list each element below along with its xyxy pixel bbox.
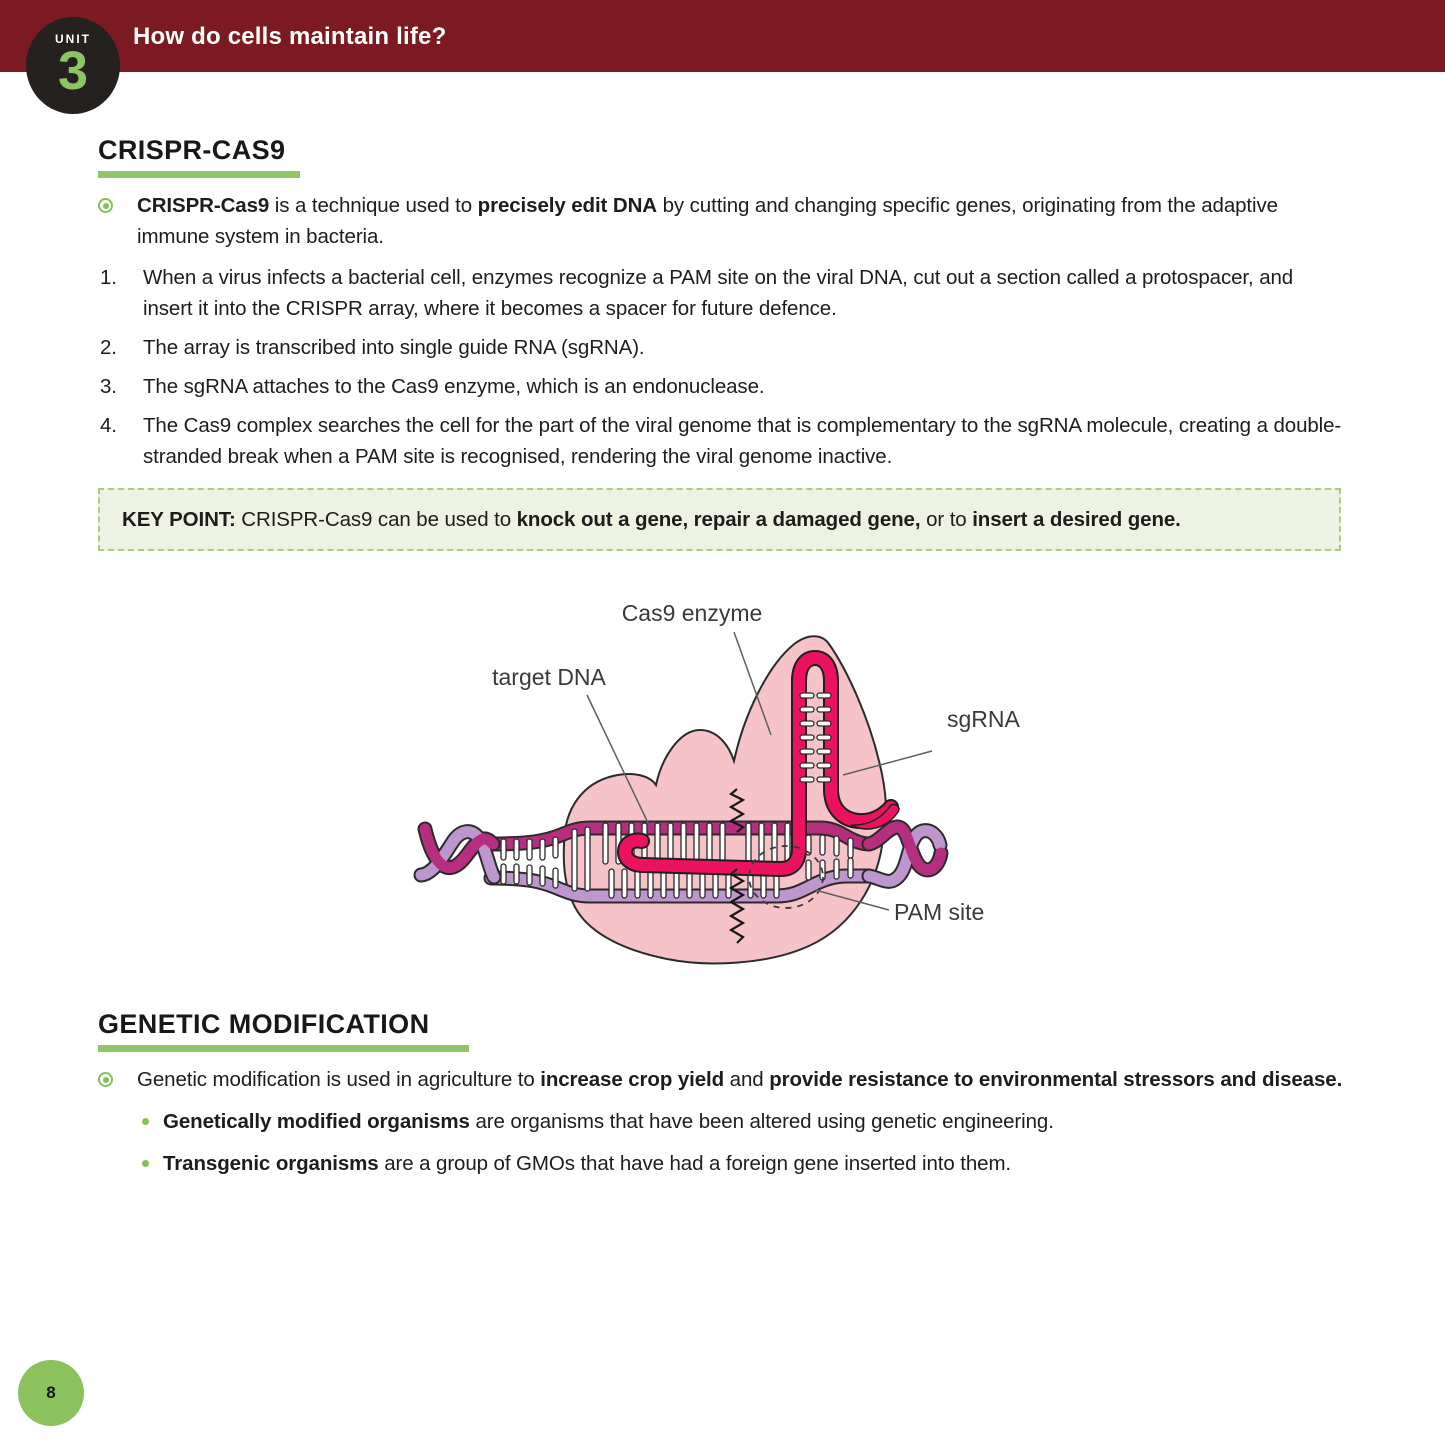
crispr-intro-bold-2: precisely edit DNA [477, 194, 657, 217]
crispr-heading-underline [98, 171, 300, 178]
key-point-box [98, 488, 1341, 551]
crispr-section-heading: CRISPR-CAS9 [98, 135, 286, 165]
unit-badge [26, 17, 120, 114]
gm-section-heading: GENETIC MODIFICATION [98, 1009, 430, 1039]
gm-bullet-rest: are organisms that have been altered using genetic engineering. [469, 1110, 1054, 1133]
list-item [142, 1106, 1343, 1137]
gm-bullet-text [163, 1148, 1011, 1179]
cas9-enzyme-label: Cas9 enzyme [621, 600, 762, 626]
crispr-intro-t2: by cutting and changing specific genes, originating from the adaptive immune system in bacteria. [137, 194, 1278, 248]
key-point-t2: or to [920, 508, 973, 531]
crispr-intro-text [137, 190, 1343, 252]
gm-intro-bullet [98, 1064, 1343, 1095]
dna-helix-left [421, 829, 494, 877]
bullet-target-icon [98, 198, 113, 213]
gm-intro-bold-1: increase crop yield [540, 1068, 725, 1091]
key-point-label: KEY POINT: [122, 508, 236, 531]
gm-bullet-text [163, 1106, 1054, 1137]
page-title: How do cells maintain life? [133, 23, 447, 50]
crispr-heading-block [98, 135, 1343, 178]
unit-number: 3 [57, 41, 89, 101]
cas9-diagram-svg [391, 577, 1051, 997]
bullet-dot-icon [142, 1118, 149, 1125]
step-text: When a virus infects a bacterial cell, enzymes recognize a PAM site on the viral DNA, cut out a section called a protospacer, and insert it into the CRISPR array, where it becomes a spacer for future defence. [143, 266, 1294, 320]
step-text: The array is transcribed into single guide RNA (sgRNA). [143, 336, 645, 359]
gm-bullet-rest: are a group of GMOs that have had a foreign gene inserted into them. [378, 1152, 1012, 1175]
gm-heading-block [98, 1009, 1343, 1052]
gm-intro-t1: Genetic modification is used in agriculture to [137, 1068, 541, 1091]
step-number: 3. [100, 375, 117, 398]
list-item [98, 332, 1343, 363]
list-item [98, 410, 1343, 472]
key-point-t1: CRISPR-Cas9 can be used to [235, 508, 517, 531]
step-number: 2. [100, 336, 117, 359]
step-text: The sgRNA attaches to the Cas9 enzyme, which is an endonuclease. [143, 375, 765, 398]
gm-bullet-bold: Genetically modified organisms [163, 1110, 470, 1133]
list-item [98, 371, 1343, 402]
sgrna-label: sgRNA [946, 706, 1020, 732]
crispr-steps-list [98, 262, 1343, 472]
list-item [98, 262, 1343, 324]
key-point-bold-2: insert a desired gene. [972, 508, 1181, 531]
list-item [142, 1148, 1343, 1179]
target-dna-label: target DNA [491, 664, 606, 690]
gm-intro-t2: and [724, 1068, 770, 1091]
page-content [98, 72, 1343, 1179]
unit-label: UNIT [55, 32, 91, 46]
crispr-intro-t1: is a technique used to [269, 194, 478, 217]
page-number-badge [18, 1360, 84, 1426]
gm-bullet-bold: Transgenic organisms [163, 1152, 379, 1175]
step-number: 4. [100, 414, 117, 437]
step-text: The Cas9 complex searches the cell for the part of the viral genome that is complementary to the sgRNA molecule, creating a double-stranded break when a PAM site is recognised, rendering the viral genome inactive. [143, 414, 1342, 468]
crispr-intro-bullet [98, 190, 1343, 252]
gm-intro-bold-2: provide resistance to environmental stressors and disease. [769, 1068, 1343, 1091]
key-point-bold-1: knock out a gene, repair a damaged gene, [516, 508, 921, 531]
cas9-diagram [391, 577, 1051, 997]
bullet-dot-icon [142, 1160, 149, 1167]
gm-intro-text [137, 1064, 1342, 1095]
page-number: 8 [46, 1383, 56, 1402]
gm-heading-underline [98, 1045, 469, 1052]
crispr-intro-bold-1: CRISPR-Cas9 [137, 194, 270, 217]
bullet-target-icon [98, 1072, 113, 1087]
pam-site-label: PAM site [893, 899, 984, 925]
step-number: 1. [100, 266, 117, 289]
